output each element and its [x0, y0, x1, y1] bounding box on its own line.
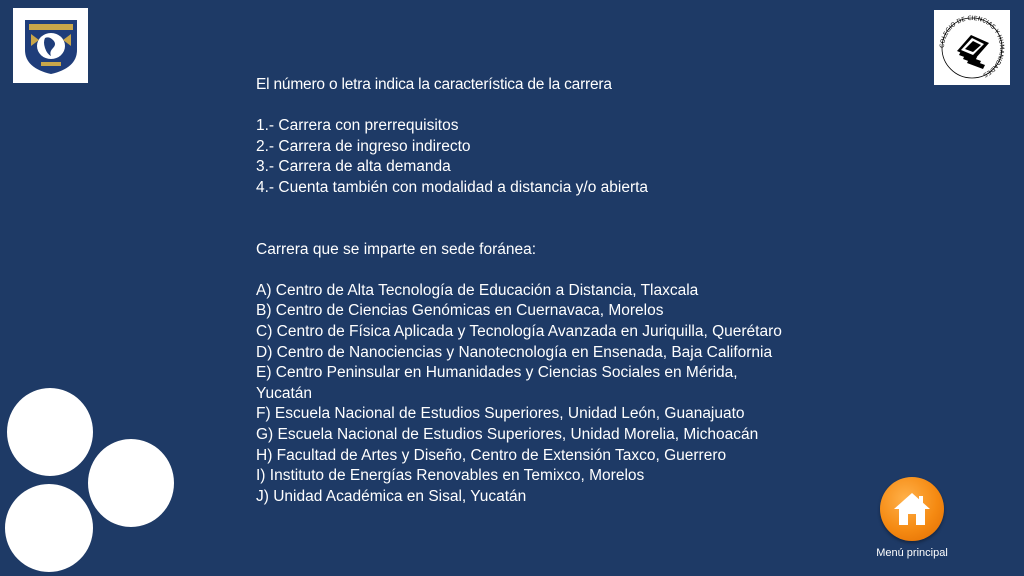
decorative-circle [86, 437, 176, 529]
sede-item: Yucatán [256, 384, 313, 402]
sede-item: C) Centro de Física Aplicada y Tecnología Avanzada en Juriquilla, Querétaro [256, 322, 782, 340]
sede-item: A) Centro de Alta Tecnología de Educación a Distancia, Tlaxcala [256, 281, 699, 299]
sede-heading: Carrera que se imparte en sede foránea: [256, 240, 537, 258]
sede-item: F) Escuela Nacional de Estudios Superiores, Unidad León, Guanajuato [256, 405, 745, 423]
numbered-item: 4.- Cuenta también con modalidad a distancia y/o abierta [256, 178, 649, 196]
cch-logo [934, 10, 1010, 85]
sede-item: G) Escuela Nacional de Estudios Superiores, Unidad Morelia, Michoacán [256, 425, 759, 443]
slide-heading: El número o letra indica la característica de la carrera [256, 76, 612, 93]
spacer [256, 260, 816, 281]
sede-item: B) Centro de Ciencias Genómicas en Cuernavaca, Morelos [256, 302, 664, 320]
numbered-item: 2.- Carrera de ingreso indirecto [256, 137, 471, 155]
cch-logo-icon [937, 13, 1007, 83]
slide-content [256, 75, 816, 507]
sede-item: J) Unidad Académica en Sisal, Yucatán [256, 487, 527, 505]
cch-ring-text: COLEGIO DE CIENCIAS Y HUMANIDADES [938, 14, 1006, 78]
decorative-circle [3, 482, 95, 574]
spacer [256, 199, 816, 240]
sede-item: E) Centro Peninsular en Humanidades y Ciencias Sociales en Mérida, [256, 364, 738, 382]
numbered-item: 3.- Carrera de alta demanda [256, 158, 451, 176]
home-label[interactable]: Menú principal [876, 547, 948, 559]
numbered-item: 1.- Carrera con prerrequisitos [256, 117, 459, 135]
unam-logo [13, 8, 88, 83]
unam-shield-icon [19, 14, 83, 78]
decorative-circle [5, 386, 95, 478]
sede-item: I) Instituto de Energías Renovables en Temixco, Morelos [256, 467, 645, 485]
sede-item: D) Centro de Nanociencias y Nanotecnología en Ensenada, Baja California [256, 343, 773, 361]
home-icon [892, 490, 932, 528]
home-button[interactable] [880, 477, 944, 541]
sede-item: H) Facultad de Artes y Diseño, Centro de Extensión Taxco, Guerrero [256, 446, 727, 464]
